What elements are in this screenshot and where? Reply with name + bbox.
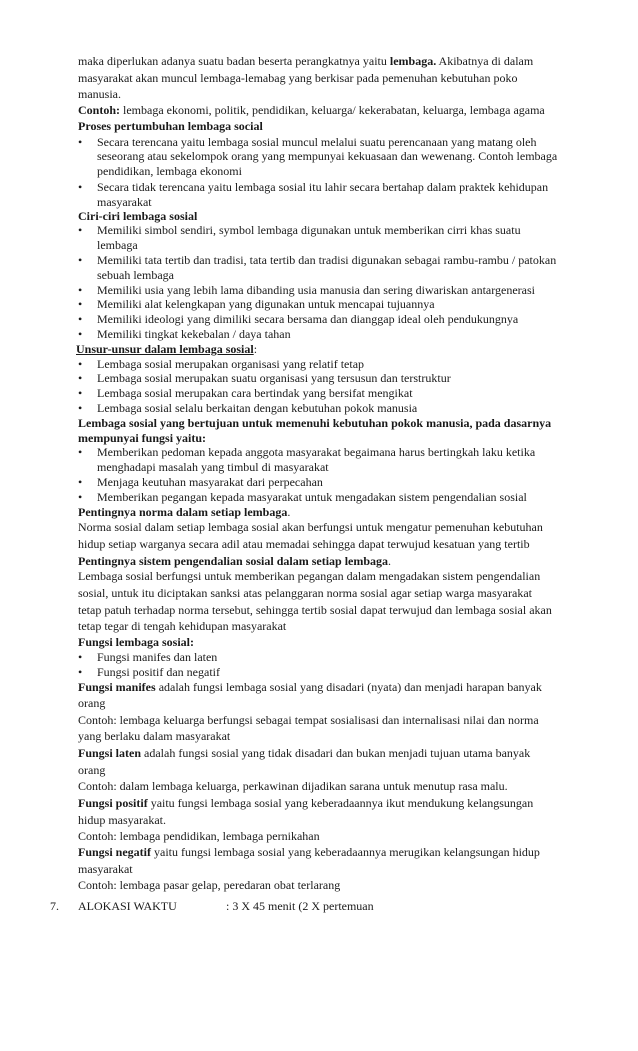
- bullet-icon: •: [78, 297, 83, 311]
- text-line: [78, 713, 539, 727]
- text-line: [97, 665, 220, 679]
- text-line: [78, 862, 133, 876]
- text-line: [97, 238, 138, 252]
- text-line: [78, 554, 391, 568]
- text-run: menghadapi masalah yang timbul di masyarakat: [97, 460, 329, 474]
- text-run: Contoh: lembaga pendidikan, lembaga pernikahan: [78, 829, 320, 843]
- bold-text: Lembaga sosial yang bertujuan untuk memenuhi kebutuhan pokok manusia, pada dasarnya: [78, 416, 552, 430]
- text-line: [78, 119, 263, 133]
- text-run: Menjaga keutuhan masyarakat dari perpecahan: [97, 475, 323, 489]
- bullet-icon: •: [78, 327, 83, 341]
- text-line: [97, 268, 174, 282]
- text-line: [78, 878, 340, 892]
- text-line: [76, 342, 257, 356]
- bullet-icon: •: [78, 445, 83, 459]
- text-run: yaitu fungsi lembaga sosial yang keberadaannya merugikan kelangsungan hidup: [151, 845, 540, 859]
- text-line: [78, 103, 545, 117]
- text-run: .: [388, 554, 392, 568]
- text-run: sosial, untuk itu diciptakan sanksi atas pelanggaran norma sosial agar setiap warga masyarakat: [78, 586, 532, 600]
- text-line: [97, 650, 217, 664]
- bold-text: Fungsi manifes: [78, 680, 156, 694]
- section-number: 7.: [50, 899, 59, 913]
- text-run: hidup setiap warganya secara adil atau memadai sehingga dapat terwujud kesatuan yang tertib: [78, 537, 530, 551]
- text-run: pendidikan, lembaga ekonomi: [97, 164, 242, 178]
- text-run: Memberikan pegangan kepada masyarakat untuk mengadakan sistem pengendalian sosial: [97, 490, 527, 504]
- text-line: [78, 763, 105, 777]
- text-line: [78, 505, 290, 519]
- text-line: [97, 149, 557, 163]
- text-run: .: [287, 505, 291, 519]
- text-line: [78, 520, 543, 534]
- text-line: [97, 253, 556, 267]
- bold-text: lembaga.: [389, 54, 437, 68]
- text-run: masyarakat: [78, 862, 133, 876]
- text-line: [97, 312, 518, 326]
- text-run: yaitu fungsi lembaga sosial yang keberadaannya ikut mendukung kelangsungan: [147, 796, 534, 810]
- text-run: Memiliki alat kelengkapan yang digunakan untuk mencapai tujuannya: [97, 297, 435, 311]
- text-run: lembaga: [97, 238, 138, 252]
- text-run: lembaga ekonomi, politik, pendidikan, keluarga/ kekerabatan, keluarga, lembaga agama: [120, 103, 545, 117]
- text-line: [78, 829, 320, 843]
- text-run: seseorang atau sekelompok orang yang mempunyai kekuasaan dan wewenang. Contoh lembaga: [97, 149, 558, 163]
- text-line: [78, 569, 540, 583]
- bold-text: Pentingnya sistem pengendalian sosial dalam setiap lembaga: [78, 554, 389, 568]
- text-run: maka diperlukan adanya suatu badan beserta perangkatnya yaitu: [78, 54, 390, 68]
- text-run: orang: [78, 696, 106, 710]
- bullet-icon: •: [78, 357, 83, 371]
- bullet-icon: •: [78, 312, 83, 326]
- text-run: manusia.: [78, 87, 121, 101]
- bold-text: Fungsi lembaga sosial:: [78, 635, 195, 649]
- text-run: Memberikan pedoman kepada anggota masyarakat begaimana harus bertingkah laku ketika: [97, 445, 536, 459]
- text-run: hidup masyarakat.: [78, 813, 166, 827]
- text-run: Contoh: lembaga keluarga berfungsi sebagai tempat sosialisasi dan internalisasi nilai dan norma: [78, 713, 539, 727]
- text-line: [78, 813, 166, 827]
- text-line: [97, 475, 323, 489]
- text-run: yang berlaku dalam masyarakat: [78, 729, 231, 743]
- text-line: [78, 87, 121, 101]
- text-line: [97, 297, 435, 311]
- text-run: Akibatnya di dalam: [436, 54, 534, 68]
- text-line: [97, 164, 242, 178]
- bullet-icon: •: [78, 180, 83, 194]
- text-line: [78, 603, 552, 617]
- text-run: Contoh: dalam lembaga keluarga, perkawinan dijadikan sarana untuk menutup rasa malu.: [78, 779, 508, 793]
- text-line: [78, 779, 508, 793]
- text-run: masyarakat akan muncul lembaga-lemabag yang berkisar pada pemenuhan kebutuhan poko: [78, 71, 518, 85]
- section-value: : 3 X 45 menit (2 X pertemuan: [226, 899, 374, 913]
- text-run: Memiliki tata tertib dan tradisi, tata tertib dan tradisi digunakan sebagai rambu-rambu / patokan: [97, 253, 557, 267]
- text-line: [97, 445, 535, 459]
- text-line: [78, 729, 230, 743]
- bold-text: Fungsi positif: [78, 796, 148, 810]
- bullet-icon: •: [78, 650, 83, 664]
- text-run: Memiliki tingkat kekebalan / daya tahan: [97, 327, 291, 341]
- text-line: [78, 209, 197, 223]
- text-line: [78, 431, 206, 445]
- text-line: [97, 490, 527, 504]
- bold-text: Pentingnya norma dalam setiap lembaga: [78, 505, 288, 519]
- bold-text: Proses pertumbuhan lembaga social: [78, 119, 263, 133]
- bold-text: mempunyai fungsi yaitu:: [78, 431, 207, 445]
- text-run: Lembaga sosial merupakan cara bertindak yang bersifat mengikat: [97, 386, 413, 400]
- text-run: :: [253, 342, 258, 356]
- text-line: [97, 283, 535, 297]
- text-run: orang: [78, 763, 106, 777]
- bullet-icon: •: [78, 475, 83, 489]
- text-line: [97, 180, 548, 194]
- text-run: Fungsi manifes dan laten: [97, 650, 218, 664]
- bullet-icon: •: [78, 386, 83, 400]
- bullet-icon: •: [78, 401, 83, 415]
- bold-text: Unsur-unsur dalam lembaga sosial: [76, 342, 254, 356]
- text-line: [78, 586, 532, 600]
- text-run: Lembaga sosial merupakan suatu organisasi yang tersusun dan terstruktur: [97, 371, 451, 385]
- text-line: [78, 746, 530, 760]
- text-run: Fungsi positif dan negatif: [97, 665, 220, 679]
- text-run: Secara terencana yaitu lembaga sosial muncul melalui suatu perencanaan yang matang oleh: [97, 135, 537, 149]
- text-line: [78, 680, 542, 694]
- text-line: [97, 386, 413, 400]
- text-run: tetap patuh terhadap norma tersebut, sehingga tertib sosial dapat terwujud dan lembaga sosial akan: [78, 603, 552, 617]
- bullet-icon: •: [78, 490, 83, 504]
- text-run: Norma sosial dalam setiap lembaga sosial akan berfungsi untuk mengatur pemenuhan kebutuhan: [78, 520, 543, 534]
- text-line: [97, 460, 329, 474]
- text-line: [78, 619, 286, 633]
- text-line: [78, 416, 551, 430]
- text-run: sebuah lembaga: [97, 268, 174, 282]
- text-run: adalah fungsi sosial yang tidak disadari dan bukan menjadi tujuan utama banyak: [141, 746, 531, 760]
- text-line: [78, 796, 533, 810]
- text-line: [97, 195, 152, 209]
- text-run: Memiliki ideologi yang dimiliki secara bersama dan dianggap ideal oleh pendukungnya: [97, 312, 519, 326]
- bullet-icon: •: [78, 253, 83, 267]
- text-run: Lembaga sosial selalu berkaitan dengan kebutuhan pokok manusia: [97, 401, 418, 415]
- text-run: masyarakat: [97, 195, 152, 209]
- text-line: [78, 54, 533, 68]
- bold-text: Fungsi negatif: [78, 845, 152, 859]
- text-line: [97, 371, 451, 385]
- text-run: Contoh: lembaga pasar gelap, peredaran obat terlarang: [78, 878, 341, 892]
- bold-text: Fungsi laten: [78, 746, 142, 760]
- text-run: Memiliki usia yang lebih lama dibanding usia manusia dan sering diwariskan antargenerasi: [97, 283, 535, 297]
- section-label: ALOKASI WAKTU: [78, 899, 177, 913]
- text-run: tetap tegar di tengah kehidupan masyarakat: [78, 619, 287, 633]
- text-run: adalah fungsi lembaga sosial yang disadari (nyata) dan menjadi harapan banyak: [155, 680, 542, 694]
- text-line: [97, 327, 291, 341]
- text-run: Memiliki simbol sendiri, symbol lembaga digunakan untuk memberikan cirri khas suatu: [97, 223, 521, 237]
- text-run: Lembaga sosial berfungsi untuk memberikan pegangan dalam mengadakan sistem pengendalian: [78, 569, 541, 583]
- text-run: Secara tidak terencana yaitu lembaga sosial itu lahir secara bertahap dalam praktek kehidupan: [97, 180, 549, 194]
- bold-text: Contoh:: [78, 103, 121, 117]
- text-line: [78, 71, 518, 85]
- text-line: [78, 635, 194, 649]
- text-line: [97, 223, 521, 237]
- text-line: [97, 135, 536, 149]
- text-line: [78, 537, 530, 551]
- bullet-icon: •: [78, 223, 83, 237]
- bullet-icon: •: [78, 371, 83, 385]
- text-run: Lembaga sosial merupakan organisasi yang relatif tetap: [97, 357, 365, 371]
- bullet-icon: •: [78, 283, 83, 297]
- text-line: [78, 696, 105, 710]
- bullet-icon: •: [78, 665, 83, 679]
- text-line: [97, 357, 364, 371]
- bullet-icon: •: [78, 135, 83, 149]
- text-line: [78, 845, 540, 859]
- bold-text: Ciri-ciri lembaga sosial: [78, 209, 198, 223]
- text-line: [97, 401, 417, 415]
